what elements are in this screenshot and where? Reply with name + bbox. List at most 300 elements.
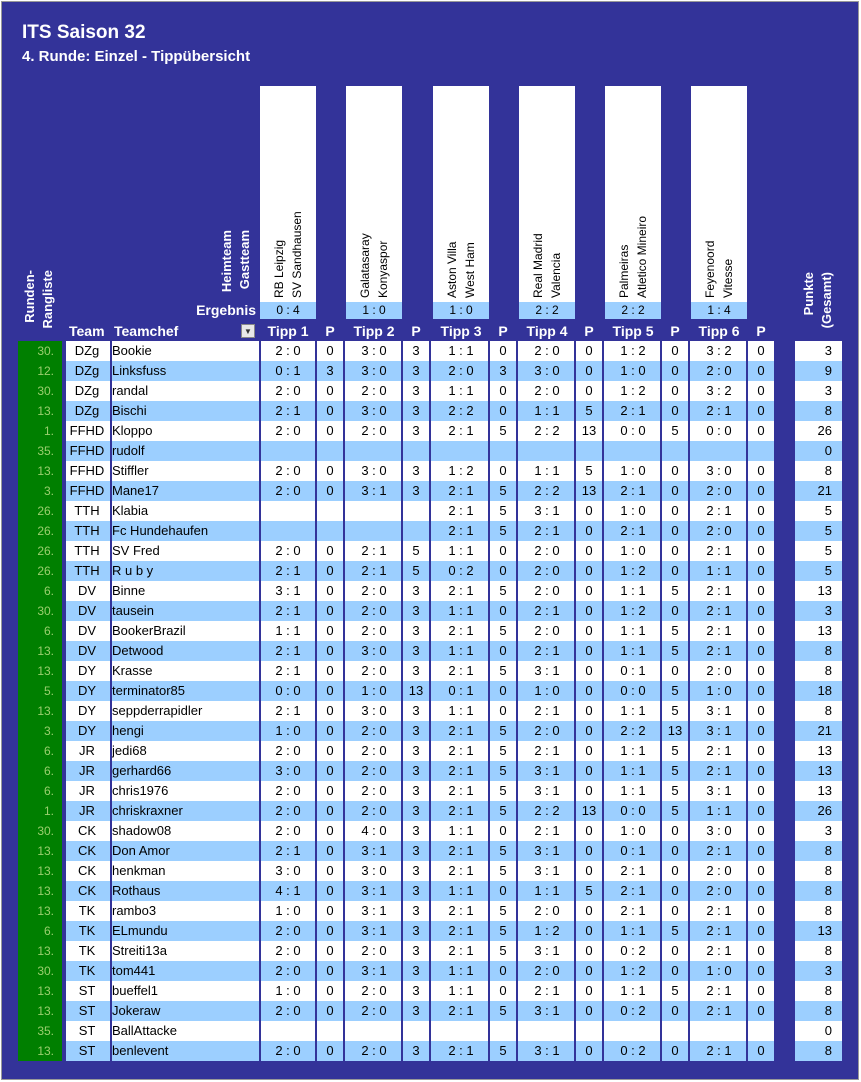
total-points-cell: 8	[824, 403, 832, 418]
match-header-6	[691, 86, 747, 302]
tip-cell: 2 : 0	[361, 943, 387, 958]
match-header-2	[346, 86, 402, 302]
tip-cell: 2 : 0	[275, 943, 301, 958]
points-cell: 0	[585, 363, 593, 378]
teamchef-cell: BookerBrazil	[112, 623, 186, 638]
tip-cell: 2 : 1	[706, 1003, 732, 1018]
points-cell: 5	[671, 763, 679, 778]
tip-cell	[346, 1021, 402, 1041]
points-cell: 0	[757, 963, 765, 978]
tip-cell: 1 : 1	[448, 343, 474, 358]
rank-cell: 35.	[18, 1021, 62, 1041]
points-cell: 0	[585, 703, 593, 718]
points-cell: 0	[757, 563, 765, 578]
points-cell: 5	[499, 1003, 507, 1018]
away-team-1: SV Sandhausen	[290, 211, 304, 298]
points-cell: 3	[326, 363, 334, 378]
tip-cell	[346, 441, 402, 461]
total-points-cell: 8	[824, 843, 832, 858]
result-5: 2 : 2	[605, 302, 661, 319]
points-cell: 0	[326, 343, 334, 358]
points-cell: 0	[671, 663, 679, 678]
column-divider	[516, 341, 518, 1061]
total-points-cell: 3	[824, 383, 832, 398]
points-cell: 0	[671, 563, 679, 578]
team-cell: JR	[79, 763, 95, 778]
points-cell: 3	[412, 923, 420, 938]
tip-cell: 2 : 0	[706, 863, 732, 878]
points-cell: 0	[326, 763, 334, 778]
points-cell: 5	[499, 623, 507, 638]
points-header-1: P	[325, 323, 335, 339]
tip-cell: 3 : 0	[275, 863, 301, 878]
teamchef-cell: Fc Hundehaufen	[112, 523, 209, 538]
points-cell: 3	[412, 603, 420, 618]
total-points-cell: 13	[817, 583, 832, 598]
points-cell: 0	[585, 683, 593, 698]
tip-cell: 2 : 0	[448, 363, 474, 378]
tip-cell: 2 : 1	[275, 843, 301, 858]
column-divider	[776, 341, 778, 1061]
tip-cell: 2 : 1	[448, 903, 474, 918]
tip-cell: 2 : 2	[534, 423, 560, 438]
tip-cell: 2 : 0	[706, 523, 732, 538]
points-cell: 13	[667, 723, 683, 738]
teamchef-cell: bueffel1	[112, 983, 159, 998]
tip-cell	[605, 1021, 661, 1041]
column-divider	[64, 341, 66, 1061]
points-cell: 0	[757, 1043, 765, 1058]
points-cell: 3	[412, 363, 420, 378]
tip-cell: 2 : 0	[361, 383, 387, 398]
points-cell: 3	[412, 763, 420, 778]
points-cell	[489, 441, 517, 461]
rank-cell: 13.	[18, 901, 62, 921]
tip-cell	[260, 1021, 316, 1041]
tip-cell: 2 : 1	[706, 943, 732, 958]
tip-cell: 2 : 1	[448, 743, 474, 758]
points-cell: 0	[671, 523, 679, 538]
points-cell	[402, 521, 430, 541]
tip-cell	[260, 501, 316, 521]
team-cell: DY	[77, 663, 97, 678]
points-cell: 0	[499, 383, 507, 398]
tip-cell: 2 : 1	[620, 883, 646, 898]
tip-cell: 1 : 0	[706, 963, 732, 978]
tip-cell: 2 : 1	[448, 663, 474, 678]
points-cell: 3	[412, 643, 420, 658]
total-points-cell: 21	[817, 483, 832, 498]
home-team-6: Feyenoord	[703, 240, 717, 298]
points-cell: 13	[581, 423, 597, 438]
total-points-cell: 5	[824, 503, 832, 518]
column-divider	[746, 341, 748, 1061]
points-cell: 0	[585, 1043, 593, 1058]
points-cell: 0	[585, 643, 593, 658]
tip-cell: 1 : 2	[620, 343, 646, 358]
points-header-2: P	[411, 323, 421, 339]
tip-cell: 2 : 0	[275, 383, 301, 398]
tip-cell: 1 : 1	[620, 703, 646, 718]
gastteam-label: Gastteam	[237, 230, 252, 290]
dropdown-arrow-icon[interactable]: ▼	[241, 324, 255, 338]
rank-cell: 13.	[18, 701, 62, 721]
points-cell: 0	[757, 603, 765, 618]
points-cell: 0	[757, 403, 765, 418]
points-cell: 3	[412, 883, 420, 898]
points-cell: 5	[412, 543, 420, 558]
rank-cell: 13.	[18, 1001, 62, 1021]
total-points-cell: 13	[817, 743, 832, 758]
tip-cell: 3 : 0	[361, 463, 387, 478]
tip-cell: 1 : 1	[448, 883, 474, 898]
tip-cell: 2 : 0	[275, 803, 301, 818]
points-cell: 0	[326, 663, 334, 678]
points-cell: 0	[499, 963, 507, 978]
tip-cell: 1 : 0	[620, 823, 646, 838]
points-cell: 5	[499, 943, 507, 958]
tip-cell: 2 : 0	[534, 903, 560, 918]
rank-cell: 13.	[18, 981, 62, 1001]
points-cell: 0	[326, 563, 334, 578]
tip-cell: 2 : 1	[706, 643, 732, 658]
points-cell: 0	[585, 743, 593, 758]
points-cell: 3	[412, 983, 420, 998]
points-cell: 0	[585, 903, 593, 918]
points-cell: 0	[671, 1003, 679, 1018]
teamchef-cell: BallAttacke	[112, 1023, 178, 1038]
points-cell: 3	[412, 783, 420, 798]
tip-cell: 1 : 1	[620, 783, 646, 798]
total-points-cell: 26	[817, 803, 832, 818]
points-cell: 0	[326, 383, 334, 398]
tip-cell: 0 : 1	[448, 683, 474, 698]
teamchef-cell: benlevent	[112, 1043, 169, 1058]
tip-cell: 2 : 0	[534, 963, 560, 978]
teamchef-cell: jedi68	[112, 743, 147, 758]
tip-cell: 2 : 1	[534, 983, 560, 998]
tip-cell: 2 : 2	[534, 803, 560, 818]
teamchef-cell: R u b y	[112, 563, 154, 578]
points-cell: 0	[326, 423, 334, 438]
rank-cell: 12.	[18, 361, 62, 381]
points-header-3: P	[498, 323, 508, 339]
teamchef-cell: Klabia	[112, 503, 149, 518]
rank-cell: 13.	[18, 661, 62, 681]
points-cell: 3	[412, 703, 420, 718]
punkte-label-part2: (Gesamt)	[819, 272, 834, 329]
tip-cell	[433, 441, 489, 461]
teamchef-cell: Linksfuss	[112, 363, 167, 378]
total-points-cell: 5	[824, 563, 832, 578]
total-points-cell: 13	[817, 923, 832, 938]
tipp-header-4: Tipp 4	[526, 323, 568, 339]
points-cell: 3	[499, 363, 507, 378]
team-cell: ST	[78, 1043, 96, 1058]
tip-cell: 2 : 0	[534, 723, 560, 738]
points-cell: 5	[585, 883, 593, 898]
points-cell: 0	[585, 563, 593, 578]
rank-cell: 30.	[18, 341, 62, 361]
points-cell: 0	[757, 343, 765, 358]
team-cell: JR	[79, 803, 95, 818]
points-cell	[661, 1021, 689, 1041]
column-divider	[401, 341, 403, 1061]
tip-cell: 2 : 1	[706, 923, 732, 938]
points-cell: 0	[326, 403, 334, 418]
rank-cell: 30.	[18, 381, 62, 401]
tip-cell: 2 : 1	[275, 603, 301, 618]
tip-cell: 2 : 1	[706, 403, 732, 418]
team-cell: DV	[77, 623, 97, 638]
tip-cell: 3 : 1	[534, 783, 560, 798]
result-3: 1 : 0	[433, 302, 489, 319]
teamchef-header: Teamchef	[114, 323, 179, 339]
points-cell: 0	[671, 943, 679, 958]
points-cell: 3	[412, 483, 420, 498]
points-cell	[489, 1021, 517, 1041]
teamchef-cell: tom441	[112, 963, 156, 978]
tip-cell: 2 : 1	[448, 1043, 474, 1058]
team-cell: DZg	[74, 383, 100, 398]
tip-cell: 2 : 1	[275, 663, 301, 678]
points-cell: 0	[671, 903, 679, 918]
teamchef-cell: ELmundu	[112, 923, 168, 938]
points-cell: 0	[326, 723, 334, 738]
tip-cell: 3 : 1	[361, 903, 387, 918]
teamchef-cell: Jokeraw	[112, 1003, 161, 1018]
tip-cell: 0 : 0	[620, 803, 646, 818]
tip-cell: 3 : 1	[706, 783, 732, 798]
points-cell: 0	[585, 343, 593, 358]
points-cell: 0	[326, 483, 334, 498]
points-cell: 3	[412, 403, 420, 418]
home-team-3: Aston Villa	[445, 241, 459, 298]
tip-cell	[519, 441, 575, 461]
points-cell: 0	[326, 543, 334, 558]
points-cell: 3	[412, 623, 420, 638]
points-cell: 0	[671, 343, 679, 358]
points-cell: 0	[585, 923, 593, 938]
result-6: 1 : 4	[691, 302, 747, 319]
tip-cell: 4 : 0	[361, 823, 387, 838]
points-cell: 0	[585, 1003, 593, 1018]
tip-cell: 3 : 2	[706, 383, 732, 398]
teamchef-cell: chriskraxner	[112, 803, 183, 818]
points-cell	[575, 1021, 603, 1041]
teamchef-cell: Rothaus	[112, 883, 161, 898]
rank-cell: 26.	[18, 541, 62, 561]
points-cell: 0	[326, 703, 334, 718]
points-cell: 0	[671, 503, 679, 518]
rank-cell: 1.	[18, 801, 62, 821]
tipp-header-1: Tipp 1	[267, 323, 309, 339]
rank-cell: 6.	[18, 581, 62, 601]
teamchef-cell: gerhard66	[112, 763, 172, 778]
rank-cell: 13.	[18, 641, 62, 661]
points-cell: 0	[757, 423, 765, 438]
tip-cell: 2 : 0	[534, 543, 560, 558]
tip-cell: 2 : 1	[706, 903, 732, 918]
tip-cell: 1 : 1	[448, 983, 474, 998]
points-cell: 0	[757, 703, 765, 718]
total-points-cell: 5	[824, 523, 832, 538]
points-cell: 0	[499, 543, 507, 558]
tip-cell: 3 : 0	[706, 823, 732, 838]
column-divider	[110, 341, 112, 1061]
points-cell: 0	[326, 583, 334, 598]
points-cell: 0	[757, 483, 765, 498]
total-points-cell: 13	[817, 623, 832, 638]
tip-cell: 1 : 1	[620, 923, 646, 938]
heimteam-label: Heimteam	[219, 230, 234, 293]
points-cell: 0	[326, 843, 334, 858]
points-cell: 5	[671, 783, 679, 798]
rank-cell: 6.	[18, 781, 62, 801]
points-cell: 0	[757, 743, 765, 758]
tip-cell: 1 : 1	[620, 763, 646, 778]
rank-cell: 13.	[18, 861, 62, 881]
tip-cell: 2 : 1	[448, 723, 474, 738]
teamchef-cell: shadow08	[112, 823, 172, 838]
tip-cell: 2 : 1	[706, 603, 732, 618]
points-cell	[402, 441, 430, 461]
team-cell: CK	[77, 863, 97, 878]
away-team-6: Vitesse	[721, 258, 735, 298]
match-header-1	[260, 86, 316, 302]
tip-cell: 3 : 1	[534, 1043, 560, 1058]
tip-cell: 3 : 0	[275, 763, 301, 778]
team-cell: TTH	[74, 563, 100, 578]
team-cell: TK	[78, 923, 96, 938]
tipp-header-6: Tipp 6	[698, 323, 740, 339]
tip-cell: 3 : 1	[706, 703, 732, 718]
total-points-cell: 8	[824, 703, 832, 718]
result-4: 2 : 2	[519, 302, 575, 319]
points-cell: 0	[326, 803, 334, 818]
points-cell: 0	[757, 463, 765, 478]
rank-cell: 13.	[18, 841, 62, 861]
points-cell: 0	[585, 503, 593, 518]
points-cell: 3	[412, 723, 420, 738]
total-points-cell: 3	[824, 823, 832, 838]
tip-cell: 2 : 2	[448, 403, 474, 418]
tip-cell: 2 : 1	[534, 603, 560, 618]
tip-cell: 0 : 0	[275, 683, 301, 698]
team-cell: DY	[77, 683, 97, 698]
tip-cell: 1 : 0	[620, 463, 646, 478]
points-cell: 5	[499, 723, 507, 738]
tip-cell: 3 : 0	[361, 863, 387, 878]
points-cell: 3	[412, 343, 420, 358]
tip-cell: 2 : 1	[534, 823, 560, 838]
tip-cell: 1 : 2	[620, 383, 646, 398]
total-points-cell: 13	[817, 783, 832, 798]
tip-cell: 3 : 1	[534, 863, 560, 878]
points-cell: 0	[585, 763, 593, 778]
tip-cell: 2 : 1	[448, 583, 474, 598]
points-cell: 0	[757, 383, 765, 398]
points-cell: 0	[499, 563, 507, 578]
points-cell: 0	[671, 383, 679, 398]
teamchef-cell: tausein	[112, 603, 154, 618]
tip-cell: 0 : 2	[620, 943, 646, 958]
tip-cell: 2 : 1	[275, 563, 301, 578]
points-cell: 0	[671, 543, 679, 558]
tip-cell: 2 : 1	[706, 503, 732, 518]
tip-cell: 2 : 0	[275, 343, 301, 358]
tip-cell: 3 : 1	[361, 963, 387, 978]
tip-cell: 0 : 1	[275, 363, 301, 378]
tip-cell	[691, 1021, 747, 1041]
tip-cell: 2 : 0	[361, 663, 387, 678]
home-team-4: Real Madrid	[531, 233, 545, 298]
tip-cell: 1 : 1	[534, 883, 560, 898]
tip-cell: 3 : 0	[361, 703, 387, 718]
teamchef-cell: Krasse	[112, 663, 153, 678]
tip-cell: 0 : 1	[620, 843, 646, 858]
points-cell: 0	[585, 723, 593, 738]
tip-cell	[260, 441, 316, 461]
points-cell: 5	[499, 503, 507, 518]
points-cell: 5	[671, 923, 679, 938]
total-points-cell: 3	[824, 603, 832, 618]
tip-cell: 2 : 1	[448, 863, 474, 878]
tip-cell: 1 : 1	[275, 623, 301, 638]
tip-cell: 2 : 1	[275, 643, 301, 658]
points-cell: 0	[671, 883, 679, 898]
tip-cell: 3 : 0	[534, 363, 560, 378]
team-cell: JR	[79, 743, 95, 758]
tip-cell: 0 : 2	[448, 563, 474, 578]
rank-cell: 1.	[18, 421, 62, 441]
tip-cell: 2 : 0	[361, 1003, 387, 1018]
tip-cell: 2 : 0	[275, 543, 301, 558]
rangliste-label-part2: Rangliste	[40, 270, 55, 329]
points-header-5: P	[670, 323, 680, 339]
away-team-3: West Ham	[463, 242, 477, 298]
points-cell	[747, 441, 775, 461]
points-header-4: P	[584, 323, 594, 339]
tip-cell: 2 : 1	[448, 943, 474, 958]
tip-cell: 2 : 0	[361, 583, 387, 598]
tip-cell: 3 : 0	[706, 463, 732, 478]
points-cell: 3	[412, 423, 420, 438]
points-cell	[661, 441, 689, 461]
tip-cell: 2 : 1	[620, 523, 646, 538]
teamchef-cell: Detwood	[112, 643, 164, 658]
tip-cell: 2 : 1	[448, 803, 474, 818]
tip-cell: 0 : 0	[620, 683, 646, 698]
total-points-cell: 8	[824, 943, 832, 958]
points-cell: 0	[757, 683, 765, 698]
tip-cell: 1 : 2	[620, 603, 646, 618]
tip-cell: 2 : 0	[361, 783, 387, 798]
points-cell: 3	[412, 743, 420, 758]
team-cell: JR	[79, 783, 95, 798]
points-cell: 0	[757, 643, 765, 658]
rank-cell: 13.	[18, 1041, 62, 1061]
tip-cell: 2 : 1	[448, 783, 474, 798]
tip-cell	[519, 1021, 575, 1041]
tip-cell: 1 : 1	[448, 963, 474, 978]
points-cell: 3	[412, 663, 420, 678]
rank-cell: 5.	[18, 681, 62, 701]
team-cell: TK	[78, 963, 96, 978]
tip-cell: 2 : 1	[706, 1043, 732, 1058]
tip-cell: 0 : 1	[620, 663, 646, 678]
teamchef-cell: Kloppo	[112, 423, 153, 438]
